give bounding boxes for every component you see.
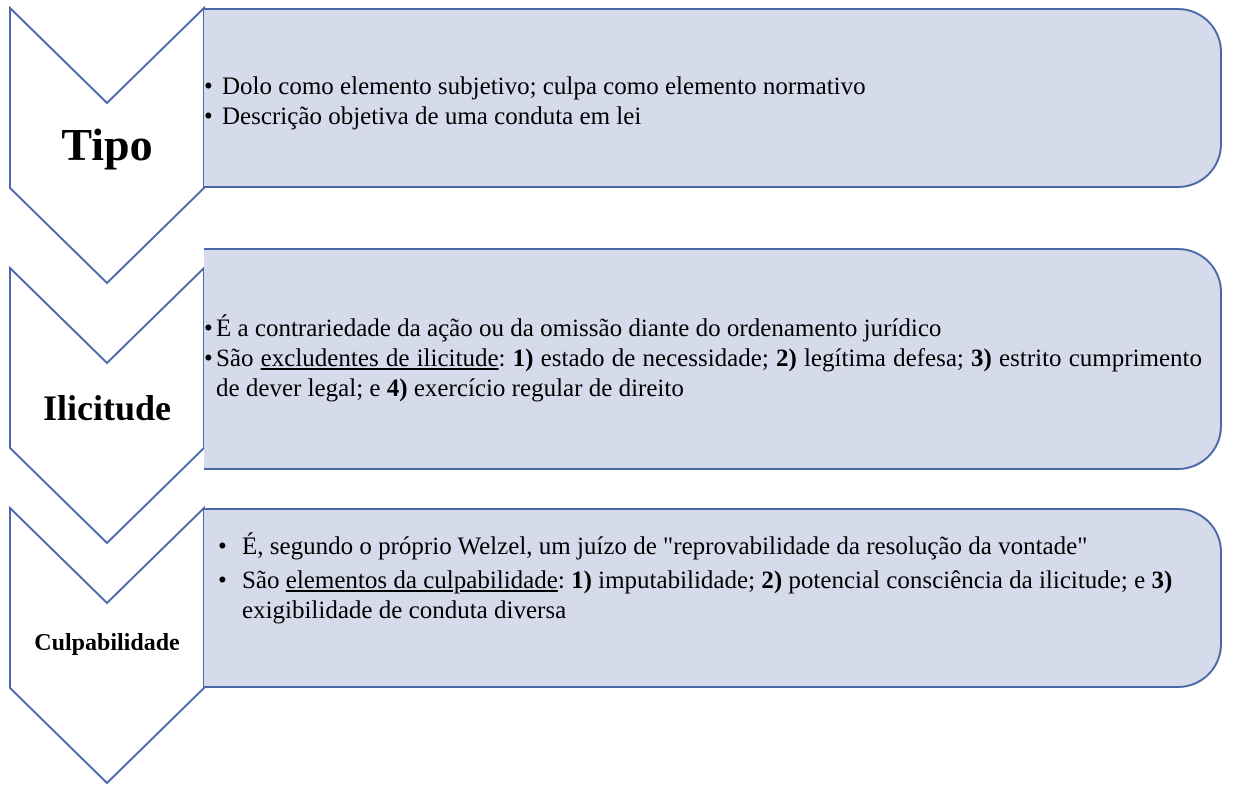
bullet-icon: • [204,103,213,130]
excludentes-term: excludentes de ilicitude [260,345,499,372]
list-item: • Descrição objetiva de uma conduta em lei [204,103,642,130]
list-item: • É, segundo o próprio Welzel, um juízo de "reprovabilidade da resolução da vontade" [218,533,1088,560]
bullet-icon: • [204,73,213,100]
step-box-tipo [204,8,1222,188]
bullet-icon: • [204,315,213,342]
bullet-list [204,314,1202,404]
step-label-ilicitude: Ilicitude [42,388,171,428]
list-item: • São elementos da culpabilidade: 1) imputabilidade; 2) potencial consciência da ilicitude; e 3) exigibilidade de conduta diversa [218,567,1173,624]
step-label-culpabilidade: Culpabilidade [34,630,180,656]
bullet-list [204,72,1202,132]
elementos-term: elementos da culpabilidade [285,567,558,594]
step-label-tipo: Tipo [61,119,153,170]
bullet-icon: • [204,345,213,372]
bullet-icon: • [218,533,227,560]
bullet-icon: • [218,567,227,594]
bullet-list [204,532,1202,626]
list-item: • São excludentes de ilicitude: 1) estado de necessidade; 2) legítima defesa; 3) estrito cumprimento de dever legal; e 4) exercício regular de direito [204,345,1203,402]
list-item: • É a contrariedade da ação ou da omissão diante do ordenamento jurídico [204,315,942,342]
step-box-culpabilidade [204,508,1222,688]
list-item: • Dolo como elemento subjetivo; culpa como elemento normativo [204,73,866,100]
step-box-ilicitude [204,248,1222,470]
